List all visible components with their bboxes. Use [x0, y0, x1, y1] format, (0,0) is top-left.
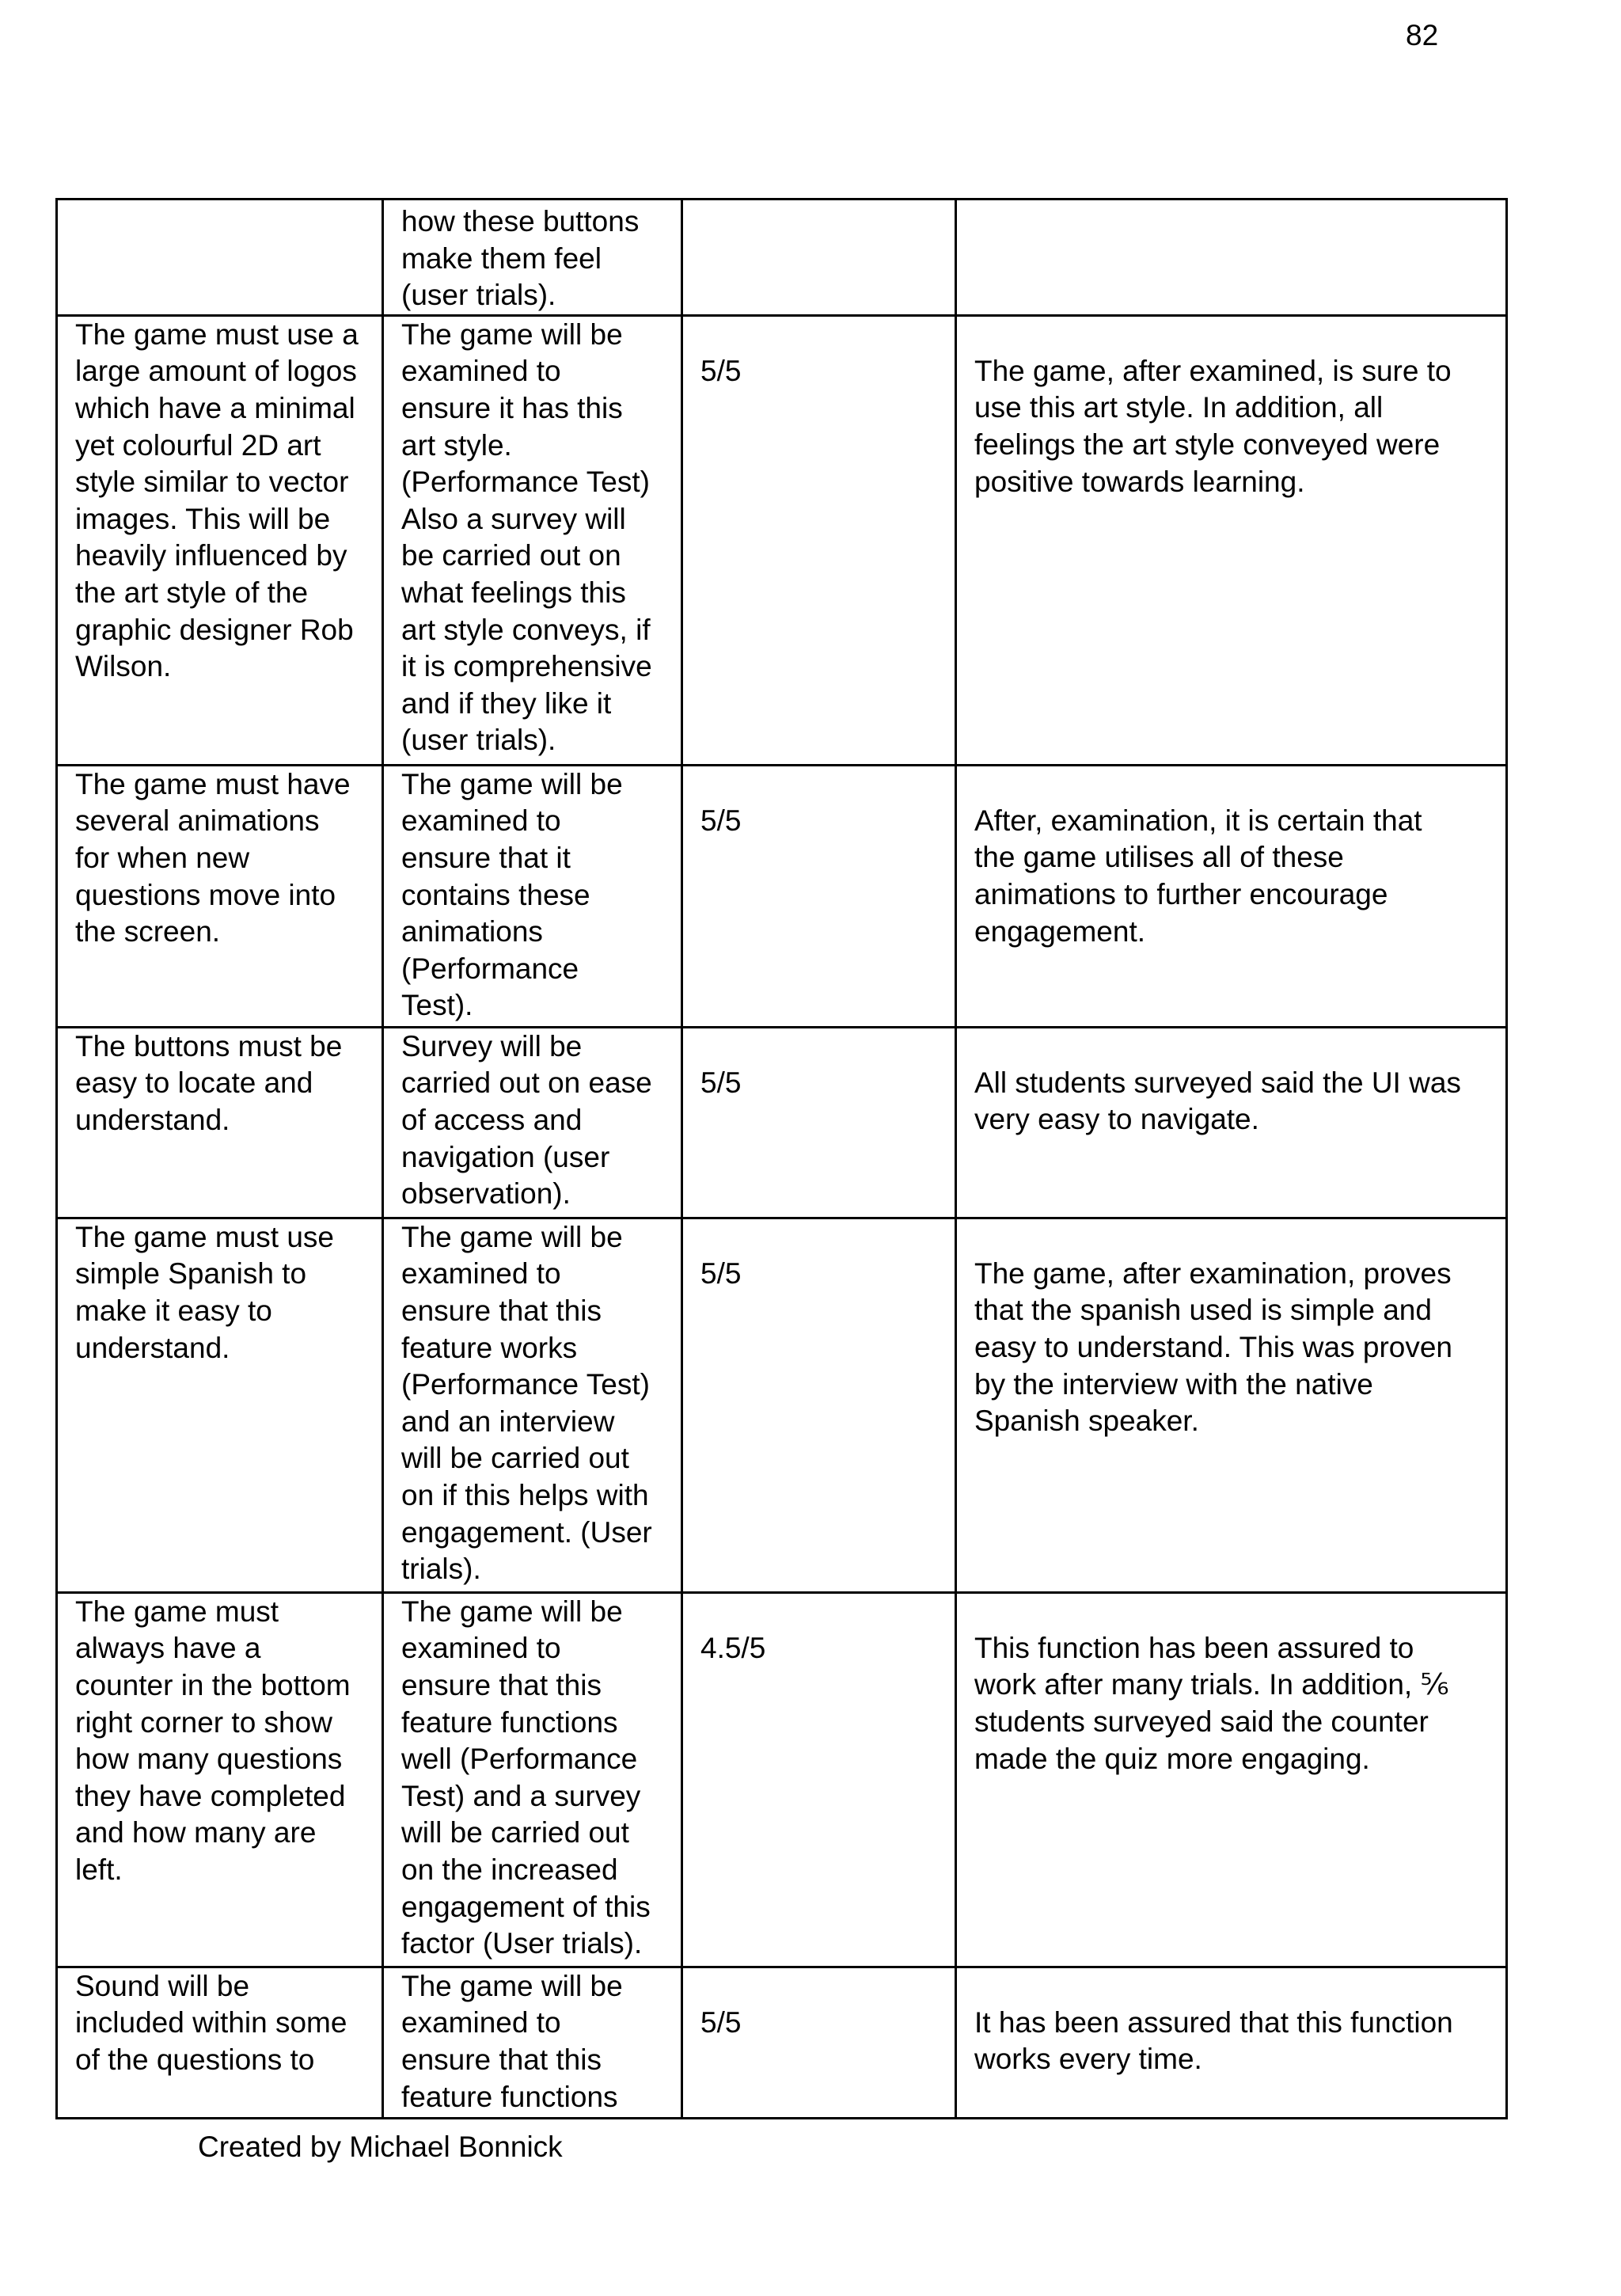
score-cell [682, 1218, 956, 1592]
requirement-text: Sound will be included within some of the questions to [75, 1969, 347, 2076]
requirement-text: The game must use a large amount of logos which have a minimal yet colourful 2D art style similar to vector images. This will be heavily influenced by the art style of the graphic designer Rob Wilson. [75, 317, 359, 683]
result-text: This function has been assured to work after many trials. In addition, ⅚ students surveyed said the counter made the quiz more engaging. [974, 1631, 1449, 1775]
table-row [57, 765, 1507, 1027]
result-cell [956, 765, 1507, 1027]
test-method-cell [383, 765, 682, 1027]
result-cell [956, 1027, 1507, 1218]
requirement-text: The buttons must be easy to locate and understand. [75, 1029, 343, 1136]
test-method-text: The game will be examined to ensure it has this art style. (Performance Test) Also a survey will be carried out on what feelings this art style conveys, if it is comprehensive and if they like it (user trials). [401, 317, 652, 757]
table-row [57, 1967, 1507, 2118]
page-number: 82 [1406, 19, 1439, 51]
result-text: It has been assured that this function works every time. [974, 2005, 1453, 2076]
test-method-cell [383, 1218, 682, 1592]
requirement-cell [57, 765, 383, 1027]
result-text [974, 200, 1488, 203]
result-text: The game, after examined, is sure to use this art style. In addition, all feelings the art style conveyed were positive towards learning. [974, 354, 1452, 498]
requirement-text [75, 200, 364, 203]
evaluation-table [55, 198, 1508, 2119]
result-text: All students surveyed said the UI was very easy to navigate. [974, 1066, 1461, 1136]
requirement-text: The game must use simple Spanish to make it easy to understand. [75, 1220, 334, 1364]
test-method-cell [383, 1967, 682, 2118]
test-method-text: The game will be examined to ensure that it contains these animations (Performance Test). [401, 767, 623, 1022]
requirement-cell [57, 200, 383, 316]
score-cell [682, 200, 956, 316]
table-row [57, 200, 1507, 316]
score-text: 5/5 [700, 2005, 742, 2039]
score-cell [682, 1592, 956, 1967]
requirement-cell [57, 1218, 383, 1592]
score-text: 5/5 [700, 804, 742, 837]
result-cell [956, 1218, 1507, 1592]
table-row [57, 1592, 1507, 1967]
test-method-text: The game will be examined to ensure that this feature functions well (Performance Test) and a survey will be carried out on the increased engagement of this factor (User trials). [401, 1595, 651, 1960]
result-cell [956, 200, 1507, 316]
requirement-cell [57, 315, 383, 765]
test-method-cell [383, 1027, 682, 1218]
table-row [57, 1027, 1507, 1218]
test-method-cell [383, 1592, 682, 1967]
test-method-text: The game will be examined to ensure that this feature works (Performance Test) and an interview will be carried out on if this helps with engagement. (User trials). [401, 1220, 652, 1586]
footer-author: Created by Michael Bonnick [198, 2131, 563, 2163]
score-cell [682, 315, 956, 765]
result-cell [956, 1967, 1507, 2118]
score-text: 4.5/5 [700, 1631, 766, 1664]
test-method-cell [383, 200, 682, 316]
score-text: 5/5 [700, 1256, 742, 1290]
result-cell [956, 315, 1507, 765]
test-method-text: how these buttons make them feel (user trials). [401, 205, 640, 312]
result-cell [956, 1592, 1507, 1967]
requirement-text: The game must always have a counter in the bottom right corner to show how many questions they have completed and how many are left. [75, 1595, 351, 1886]
test-method-text: The game will be examined to ensure that this feature functions [401, 1969, 623, 2113]
score-text [700, 200, 937, 203]
result-text: After, examination, it is certain that the game utilises all of these animations to further encourage engagement. [974, 804, 1422, 948]
score-cell [682, 1967, 956, 2118]
requirement-cell [57, 1592, 383, 1967]
score-cell [682, 765, 956, 1027]
test-method-cell [383, 315, 682, 765]
table-row [57, 1218, 1507, 1592]
requirement-cell [57, 1967, 383, 2118]
table-row [57, 315, 1507, 765]
result-text: The game, after examination, proves that the spanish used is simple and easy to understand. This was proven by the interview with the native Spanish speaker. [974, 1256, 1452, 1438]
score-text: 5/5 [700, 354, 742, 387]
requirement-text: The game must have several animations for when new questions move into the screen. [75, 767, 351, 948]
score-cell [682, 1027, 956, 1218]
score-text: 5/5 [700, 1066, 742, 1099]
requirement-cell [57, 1027, 383, 1218]
test-method-text: Survey will be carried out on ease of access and navigation (user observation). [401, 1029, 652, 1211]
